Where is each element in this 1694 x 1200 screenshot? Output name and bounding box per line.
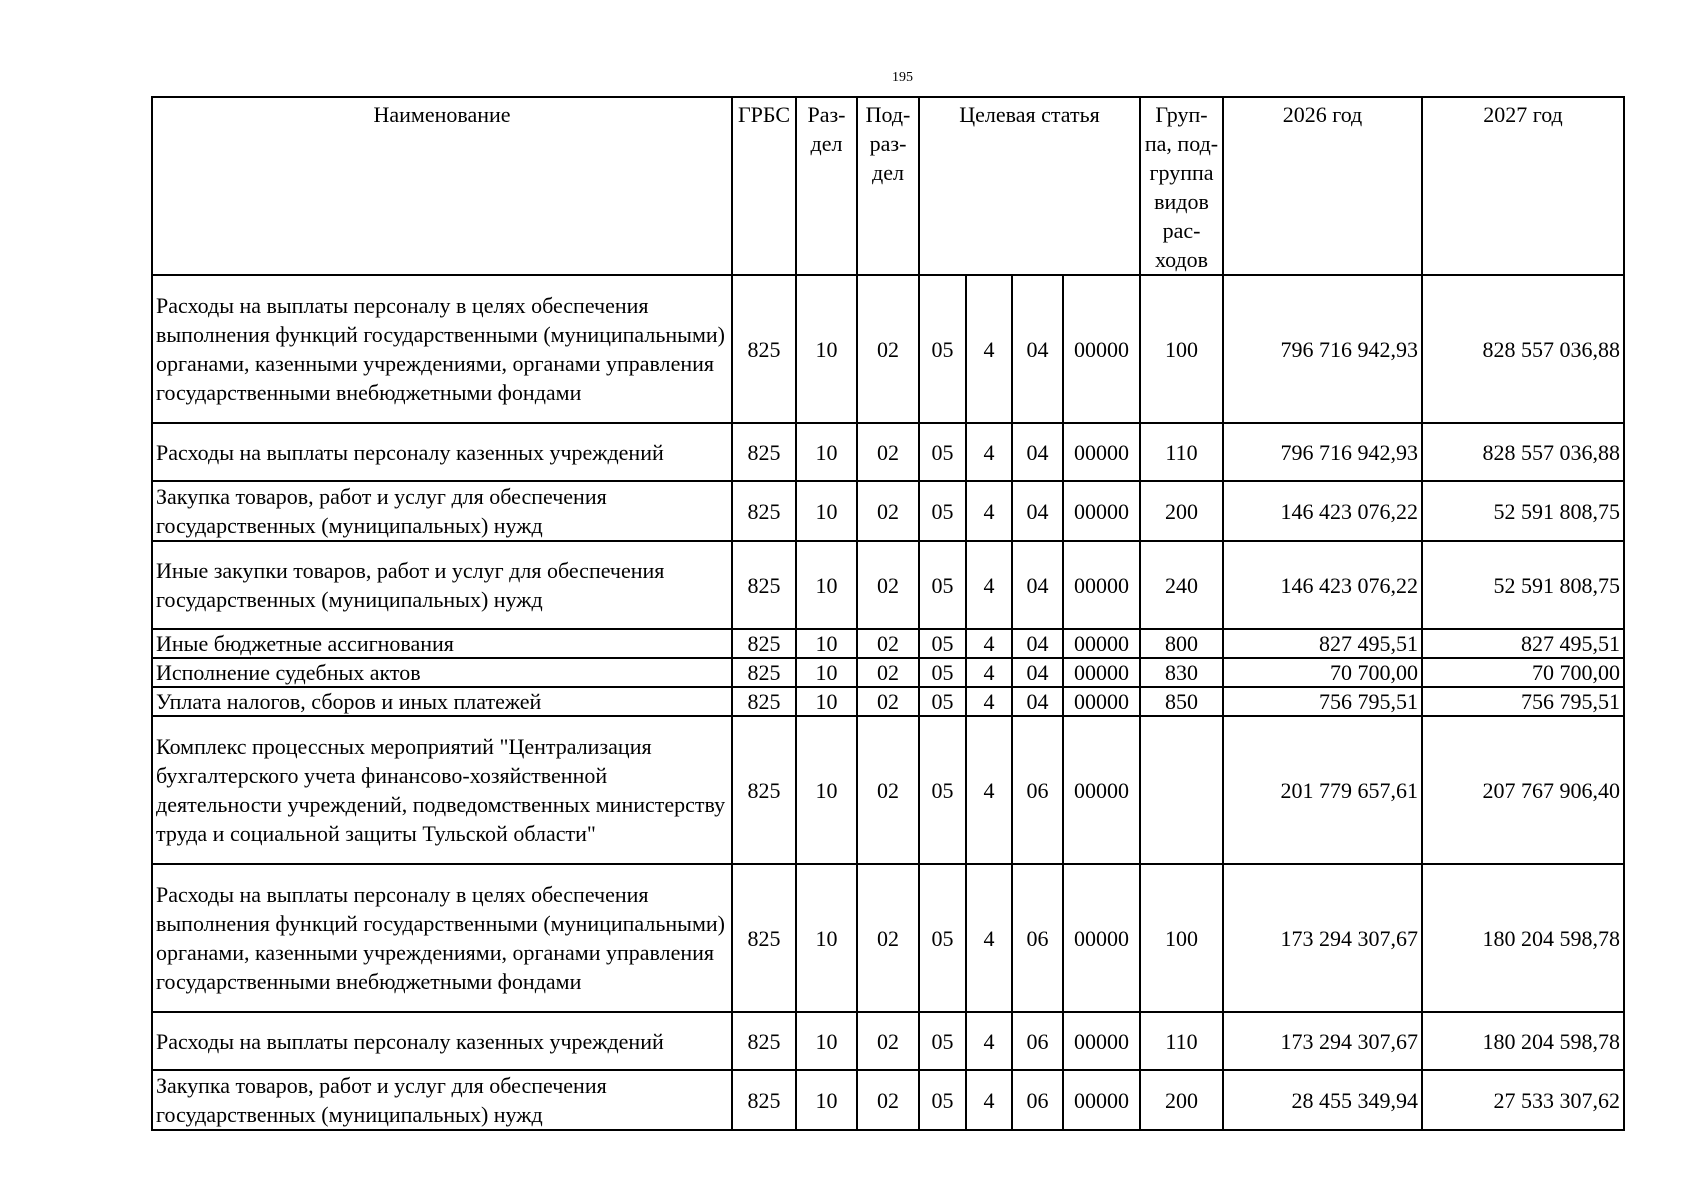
row-target-4: 00000 bbox=[1063, 541, 1140, 629]
row-group bbox=[1140, 716, 1223, 864]
row-target-1: 05 bbox=[919, 716, 966, 864]
row-target-4: 00000 bbox=[1063, 864, 1140, 1012]
row-grbs: 825 bbox=[732, 687, 796, 716]
row-subsection: 02 bbox=[857, 423, 919, 481]
row-name: Иные бюджетные ассигнования bbox=[152, 629, 732, 658]
row-section: 10 bbox=[796, 1070, 857, 1130]
row-target-1: 05 bbox=[919, 629, 966, 658]
row-group: 110 bbox=[1140, 1012, 1223, 1070]
row-grbs: 825 bbox=[732, 1012, 796, 1070]
row-amount-2026: 827 495,51 bbox=[1223, 629, 1422, 658]
row-amount-2027: 180 204 598,78 bbox=[1422, 864, 1624, 1012]
row-target-2: 4 bbox=[966, 1012, 1012, 1070]
row-target-4: 00000 bbox=[1063, 629, 1140, 658]
row-group: 830 bbox=[1140, 658, 1223, 687]
row-target-2: 4 bbox=[966, 481, 1012, 541]
row-name: Расходы на выплаты персоналу казенных учреждений bbox=[152, 1012, 732, 1070]
row-target-3: 06 bbox=[1012, 1012, 1063, 1070]
row-target-3: 04 bbox=[1012, 658, 1063, 687]
row-target-2: 4 bbox=[966, 716, 1012, 864]
row-section: 10 bbox=[796, 541, 857, 629]
budget-table bbox=[151, 96, 1625, 1131]
row-amount-2026: 146 423 076,22 bbox=[1223, 541, 1422, 629]
header-section: Раз- дел bbox=[796, 97, 857, 275]
table-row bbox=[152, 1012, 1624, 1070]
header-2027: 2027 год bbox=[1422, 97, 1624, 275]
row-target-1: 05 bbox=[919, 864, 966, 1012]
row-target-3: 04 bbox=[1012, 541, 1063, 629]
table-row bbox=[152, 864, 1624, 1012]
row-subsection: 02 bbox=[857, 1012, 919, 1070]
table-row bbox=[152, 541, 1624, 629]
header-grbs: ГРБС bbox=[732, 97, 796, 275]
row-target-2: 4 bbox=[966, 1070, 1012, 1130]
row-target-4: 00000 bbox=[1063, 1012, 1140, 1070]
row-target-4: 00000 bbox=[1063, 481, 1140, 541]
row-target-4: 00000 bbox=[1063, 687, 1140, 716]
row-target-2: 4 bbox=[966, 541, 1012, 629]
row-amount-2027: 828 557 036,88 bbox=[1422, 423, 1624, 481]
row-section: 10 bbox=[796, 864, 857, 1012]
row-subsection: 02 bbox=[857, 864, 919, 1012]
row-group: 200 bbox=[1140, 1070, 1223, 1130]
row-target-1: 05 bbox=[919, 481, 966, 541]
row-amount-2027: 828 557 036,88 bbox=[1422, 275, 1624, 423]
row-amount-2026: 70 700,00 bbox=[1223, 658, 1422, 687]
row-group: 110 bbox=[1140, 423, 1223, 481]
row-subsection: 02 bbox=[857, 275, 919, 423]
row-target-1: 05 bbox=[919, 1012, 966, 1070]
row-grbs: 825 bbox=[732, 864, 796, 1012]
table-row bbox=[152, 629, 1624, 658]
row-grbs: 825 bbox=[732, 275, 796, 423]
row-group: 800 bbox=[1140, 629, 1223, 658]
row-amount-2026: 146 423 076,22 bbox=[1223, 481, 1422, 541]
table-row bbox=[152, 716, 1624, 864]
row-name: Закупка товаров, работ и услуг для обеспечения государственных (муниципальных) нужд bbox=[152, 1070, 732, 1130]
table-row bbox=[152, 658, 1624, 687]
row-name: Иные закупки товаров, работ и услуг для обеспечения государственных (муниципальных) нужд bbox=[152, 541, 732, 629]
row-name: Уплата налогов, сборов и иных платежей bbox=[152, 687, 732, 716]
row-group: 200 bbox=[1140, 481, 1223, 541]
row-grbs: 825 bbox=[732, 481, 796, 541]
row-target-4: 00000 bbox=[1063, 658, 1140, 687]
row-section: 10 bbox=[796, 716, 857, 864]
table-row bbox=[152, 275, 1624, 423]
row-grbs: 825 bbox=[732, 629, 796, 658]
row-target-3: 06 bbox=[1012, 716, 1063, 864]
row-amount-2027: 207 767 906,40 bbox=[1422, 716, 1624, 864]
header-target: Целевая статья bbox=[919, 97, 1140, 275]
row-amount-2026: 201 779 657,61 bbox=[1223, 716, 1422, 864]
row-target-1: 05 bbox=[919, 541, 966, 629]
row-target-4: 00000 bbox=[1063, 716, 1140, 864]
row-section: 10 bbox=[796, 658, 857, 687]
table-row bbox=[152, 423, 1624, 481]
row-name: Расходы на выплаты персоналу казенных учреждений bbox=[152, 423, 732, 481]
row-name: Комплекс процессных мероприятий "Централизация бухгалтерского учета финансово-хозяйственной деятельности учреждений, подведомственных министерству труда и социальной защиты Тульской области" bbox=[152, 716, 732, 864]
row-subsection: 02 bbox=[857, 541, 919, 629]
table-row bbox=[152, 481, 1624, 541]
row-target-1: 05 bbox=[919, 658, 966, 687]
row-section: 10 bbox=[796, 629, 857, 658]
row-target-2: 4 bbox=[966, 275, 1012, 423]
row-amount-2026: 756 795,51 bbox=[1223, 687, 1422, 716]
row-amount-2026: 173 294 307,67 bbox=[1223, 1012, 1422, 1070]
row-grbs: 825 bbox=[732, 716, 796, 864]
row-grbs: 825 bbox=[732, 1070, 796, 1130]
row-subsection: 02 bbox=[857, 1070, 919, 1130]
row-target-2: 4 bbox=[966, 629, 1012, 658]
row-subsection: 02 bbox=[857, 658, 919, 687]
row-amount-2027: 827 495,51 bbox=[1422, 629, 1624, 658]
row-section: 10 bbox=[796, 687, 857, 716]
row-target-4: 00000 bbox=[1063, 1070, 1140, 1130]
page-number: 195 bbox=[892, 70, 913, 85]
row-target-3: 04 bbox=[1012, 687, 1063, 716]
row-target-1: 05 bbox=[919, 1070, 966, 1130]
row-amount-2027: 70 700,00 bbox=[1422, 658, 1624, 687]
row-amount-2026: 28 455 349,94 bbox=[1223, 1070, 1422, 1130]
row-target-2: 4 bbox=[966, 864, 1012, 1012]
row-name: Закупка товаров, работ и услуг для обеспечения государственных (муниципальных) нужд bbox=[152, 481, 732, 541]
row-target-3: 04 bbox=[1012, 481, 1063, 541]
row-group: 850 bbox=[1140, 687, 1223, 716]
header-name: Наименование bbox=[152, 97, 732, 275]
header-row bbox=[152, 97, 1624, 275]
row-target-3: 06 bbox=[1012, 864, 1063, 1012]
row-amount-2027: 756 795,51 bbox=[1422, 687, 1624, 716]
row-name: Исполнение судебных актов bbox=[152, 658, 732, 687]
row-amount-2027: 52 591 808,75 bbox=[1422, 481, 1624, 541]
row-amount-2026: 796 716 942,93 bbox=[1223, 275, 1422, 423]
row-grbs: 825 bbox=[732, 423, 796, 481]
row-name: Расходы на выплаты персоналу в целях обеспечения выполнения функций государственными (муниципальными) органами, казенными учреждениями, органами управления государственными внебюджетными фондами bbox=[152, 275, 732, 423]
row-grbs: 825 bbox=[732, 541, 796, 629]
header-2026: 2026 год bbox=[1223, 97, 1422, 275]
row-section: 10 bbox=[796, 481, 857, 541]
row-target-3: 04 bbox=[1012, 275, 1063, 423]
row-group: 240 bbox=[1140, 541, 1223, 629]
row-subsection: 02 bbox=[857, 716, 919, 864]
row-amount-2027: 180 204 598,78 bbox=[1422, 1012, 1624, 1070]
row-name: Расходы на выплаты персоналу в целях обеспечения выполнения функций государственными (муниципальными) органами, казенными учреждениями, органами управления государственными внебюджетными фондами bbox=[152, 864, 732, 1012]
row-subsection: 02 bbox=[857, 629, 919, 658]
row-subsection: 02 bbox=[857, 687, 919, 716]
row-target-1: 05 bbox=[919, 423, 966, 481]
row-target-2: 4 bbox=[966, 687, 1012, 716]
header-subsection: Под- раз- дел bbox=[857, 97, 919, 275]
row-section: 10 bbox=[796, 275, 857, 423]
row-target-3: 04 bbox=[1012, 629, 1063, 658]
row-target-4: 00000 bbox=[1063, 275, 1140, 423]
table-row bbox=[152, 1070, 1624, 1130]
row-target-3: 06 bbox=[1012, 1070, 1063, 1130]
row-amount-2027: 52 591 808,75 bbox=[1422, 541, 1624, 629]
row-section: 10 bbox=[796, 1012, 857, 1070]
row-target-1: 05 bbox=[919, 275, 966, 423]
row-group: 100 bbox=[1140, 864, 1223, 1012]
row-group: 100 bbox=[1140, 275, 1223, 423]
row-target-1: 05 bbox=[919, 687, 966, 716]
header-group: Груп- па, под- группа видов рас- ходов bbox=[1140, 97, 1223, 275]
table-row bbox=[152, 687, 1624, 716]
row-amount-2026: 796 716 942,93 bbox=[1223, 423, 1422, 481]
row-amount-2026: 173 294 307,67 bbox=[1223, 864, 1422, 1012]
row-target-4: 00000 bbox=[1063, 423, 1140, 481]
row-subsection: 02 bbox=[857, 481, 919, 541]
row-amount-2027: 27 533 307,62 bbox=[1422, 1070, 1624, 1130]
row-target-2: 4 bbox=[966, 658, 1012, 687]
row-target-2: 4 bbox=[966, 423, 1012, 481]
row-grbs: 825 bbox=[732, 658, 796, 687]
row-target-3: 04 bbox=[1012, 423, 1063, 481]
row-section: 10 bbox=[796, 423, 857, 481]
